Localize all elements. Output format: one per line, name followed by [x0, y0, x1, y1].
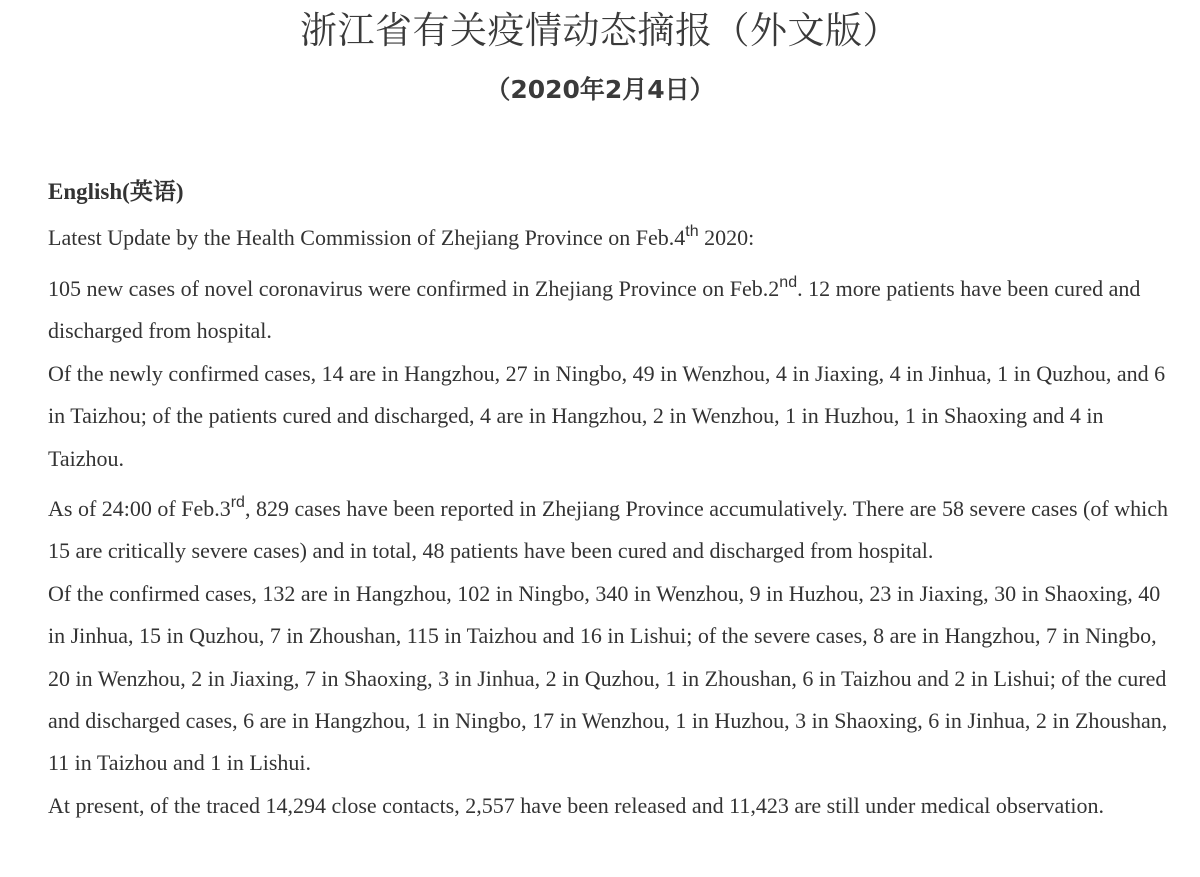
new-cases-block	[48, 268, 1178, 480]
update-line-tail: 2020:	[698, 225, 755, 250]
new-cases-sup: nd	[779, 274, 798, 291]
cumulative-text-a: As of 24:00 of Feb.3	[48, 496, 231, 521]
new-cases-text-a: 105 new cases of novel coronavirus were confirmed in Zhejiang Province on Feb.2	[48, 276, 780, 301]
cumulative-block	[48, 488, 1178, 827]
update-line-text: Latest Update by the Health Commission of Zhejiang Province on Feb.4	[48, 225, 686, 250]
page-title: 浙江省有关疫情动态摘报（外文版）	[300, 9, 900, 52]
cumulative-sup: rd	[230, 494, 245, 511]
language-heading: English(英语)	[48, 179, 184, 204]
paragraph-new-cases	[48, 268, 1178, 353]
paragraph-cumulative	[48, 488, 1178, 573]
update-line	[48, 222, 1178, 254]
new-cases-text-b: . 12 more patients have been cured and discharged from hospital.	[48, 276, 1141, 344]
paragraph-cumulative-breakdown: Of the confirmed cases, 132 are in Hangzhou, 102 in Ningbo, 340 in Wenzhou, 9 in Huzhou, 23 in Jiaxing, 30 in Shaoxing, 40 in Jinhua, 15 in Quzhou, 7 in Zhoushan, 115 in Taizhou and 16 in Lishui; of the severe cases, 8 are in Hangzhou, 7 in Ningbo, 20 in Wenzhou, 2 in Jiaxing, 7 in Shaoxing, 3 in Jinhua, 2 in Quzhou, 1 in Zhoushan, 6 in Taizhou and 2 in Lishui; of the cured and discharged cases, 6 are in Hangzhou, 1 in Ningbo, 17 in Wenzhou, 1 in Huzhou, 3 in Shaoxing, 6 in Jinhua, 2 in Zhoushan, 11 in Taizhou and 1 in Lishui.	[48, 580, 1168, 776]
paragraph-close-contacts: At present, of the traced 14,294 close contacts, 2,557 have been released and 11,423 are still under medical observation.	[48, 792, 1105, 818]
cumulative-text-b: , 829 cases have been reported in Zhejiang Province accumulatively. There are 58 severe cases (of which 15 are critically severe cases) and in total, 48 patients have been cured and discharged from hospital.	[48, 496, 1168, 564]
update-line-sup: th	[685, 223, 699, 240]
paragraph-new-cases-breakdown: Of the newly confirmed cases, 14 are in Hangzhou, 27 in Ningbo, 49 in Wenzhou, 4 in Jiaxing, 4 in Jinhua, 1 in Quzhou, and 6 in Taizhou; of the patients cured and discharged, 4 are in Hangzhou, 2 in Wenzhou, 1 in Huzhou, 1 in Shaoxing and 4 in Taizhou.	[48, 360, 1166, 471]
page-date: （2020年2月4日）	[485, 75, 715, 104]
